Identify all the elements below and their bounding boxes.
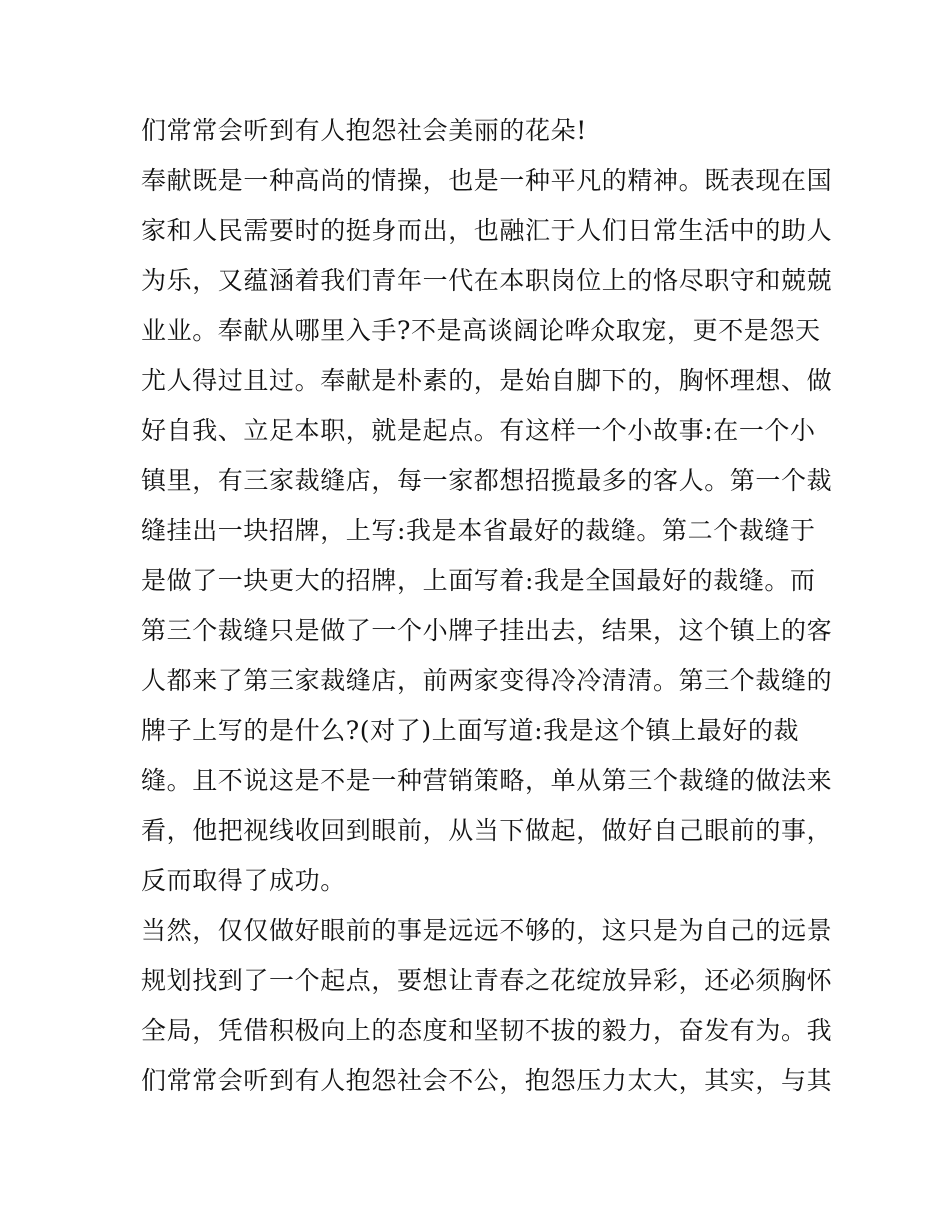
text-line: 尤人得过且过。奉献是朴素的，是始自脚下的，胸怀理想、做 (141, 366, 833, 395)
text-line: 好自我、立足本职，就是起点。有这样一个小故事:在一个小 (141, 416, 816, 445)
text-line: 为乐，又蕴涵着我们青年一代在本职岗位上的恪尽职守和兢兢 (141, 266, 833, 295)
text-line: 第三个裁缝只是做了一个小牌子挂出去，结果，这个镇上的客 (141, 616, 833, 645)
text-line: 全局，凭借积极向上的态度和坚韧不拔的毅力，奋发有为。我 (141, 1016, 833, 1045)
text-line: 是做了一块更大的招牌，上面写着:我是全国最好的裁缝。而 (141, 566, 816, 595)
text-line: 业业。奉献从哪里入手?不是高谈阔论哗众取宠，更不是怨天 (141, 316, 821, 345)
text-line: 们常常会听到有人抱怨社会美丽的花朵! (141, 116, 587, 145)
text-line: 看，他把视线收回到眼前，从当下做起，做好自己眼前的事， (141, 816, 833, 845)
text-line: 牌子上写的是什么?(对了)上面写道:我是这个镇上最好的裁 (141, 716, 800, 745)
text-line: 人都来了第三家裁缝店，前两家变得冷冷清清。第三个裁缝的 (141, 666, 833, 695)
text-line: 规划找到了一个起点，要想让青春之花绽放异彩，还必须胸怀 (141, 966, 833, 995)
text-line: 反而取得了成功。 (141, 866, 346, 895)
text-line: 家和人民需要时的挺身而出，也融汇于人们日常生活中的助人 (141, 216, 833, 245)
text-line: 们常常会听到有人抱怨社会不公，抱怨压力太大，其实，与其 (141, 1066, 833, 1095)
text-line: 奉献既是一种高尚的情操，也是一种平凡的精神。既表现在国 (141, 166, 833, 195)
text-line: 缝挂出一块招牌，上写:我是本省最好的裁缝。第二个裁缝于 (141, 516, 816, 545)
text-line: 镇里，有三家裁缝店，每一家都想招揽最多的客人。第一个裁 (141, 466, 833, 495)
text-line: 当然，仅仅做好眼前的事是远远不够的，这只是为自己的远景 (141, 916, 833, 945)
text-line: 缝。且不说这是不是一种营销策略，单从第三个裁缝的做法来 (141, 766, 833, 795)
